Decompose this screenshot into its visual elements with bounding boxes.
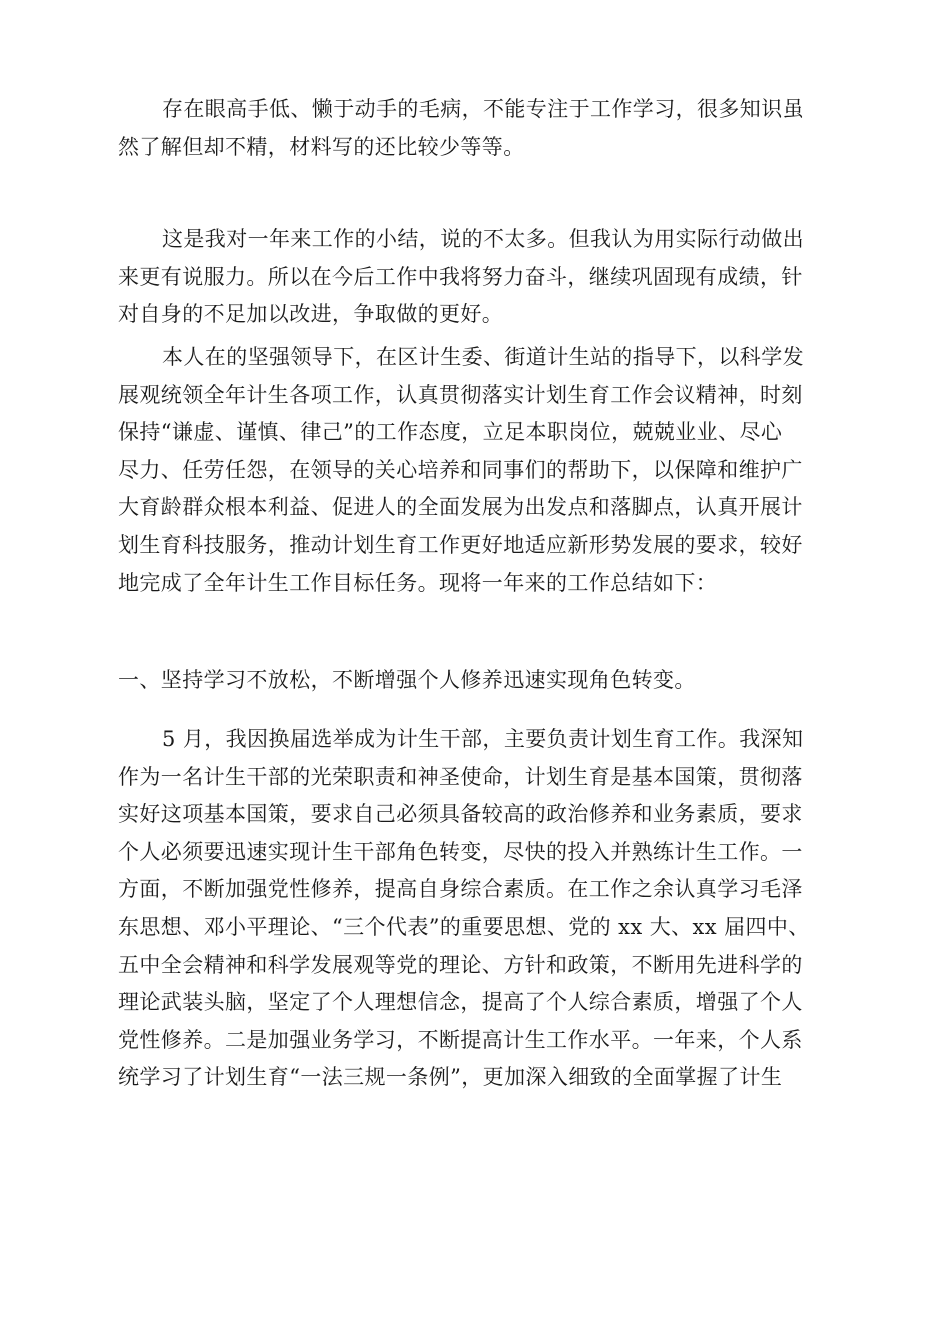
text-line: 大育龄群众根本利益、促进人的全面发展为出发点和落脚点，认真开展计 xyxy=(118,495,803,520)
text-line: 保持“谦虚、谨慎、律己”的工作态度，立足本职岗位，兢兢业业、尽心 xyxy=(118,420,783,445)
text-line: 来更有说服力。所以在今后工作中我将努力奋斗，继续巩固现有成绩，针 xyxy=(118,264,803,289)
text-line: 5 月，我因换届选举成为计生干部，主要负责计划生育工作。我深知 xyxy=(162,727,804,751)
text-line: 然了解但却不精，材料写的还比较少等等。 xyxy=(118,134,525,159)
text-line: 地完成了全年计生工作目标任务。现将一年来的工作总结如下： xyxy=(118,570,718,595)
text-line: 个人必须要迅速实现计生干部角色转变，尽快的投入并熟练计生工作。一 xyxy=(118,839,803,864)
text-line: 本人在的坚强领导下，在区计生委、街道计生站的指导下，以科学发 xyxy=(162,345,804,369)
text-line: 党性修养。二是加强业务学习，不断提高计生工作水平。一年来，个人系 xyxy=(118,1027,803,1052)
paragraph-2 xyxy=(118,221,838,334)
section-heading xyxy=(118,662,838,700)
text-line: 展观统领全年计生各项工作，认真贯彻落实计划生育工作会议精神，时刻 xyxy=(118,382,803,407)
text-line: 方面，不断加强党性修养，提高自身综合素质。在工作之余认真学习毛泽 xyxy=(118,877,803,902)
heading-text: 一、坚持学习不放松，不断增强个人修养迅速实现角色转变。 xyxy=(118,668,696,692)
paragraph-3 xyxy=(118,339,838,602)
text-line: 理论武装头脑，坚定了个人理想信念，提高了个人综合素质，增强了个人 xyxy=(118,990,803,1015)
text-line: 这是我对一年来工作的小结，说的不太多。但我认为用实际行动做出 xyxy=(162,227,804,251)
text-line: 尽力、任劳任怨，在领导的关心培养和同事们的帮助下，以保障和维护广 xyxy=(118,457,803,482)
text-line: 对自身的不足加以改进，争取做的更好。 xyxy=(118,302,504,327)
paragraph-1 xyxy=(118,91,838,166)
text-line: 存在眼高手低、懒于动手的毛病，不能专注于工作学习，很多知识虽 xyxy=(162,97,804,121)
text-line: 作为一名计生干部的光荣职责和神圣使命，计划生育是基本国策，贯彻落 xyxy=(118,764,803,789)
text-line: 划生育科技服务，推动计划生育工作更好地适应新形势发展的要求，较好 xyxy=(118,532,803,557)
text-line: 东思想、邓小平理论、“三个代表”的重要思想、党的 xx 大、xx 届四中、 xyxy=(118,914,810,939)
text-line: 统学习了计划生育“一法三规一条例”，更加深入细致的全面掌握了计生 xyxy=(118,1065,783,1090)
text-line: 实好这项基本国策，要求自己必须具备较高的政治修养和业务素质，要求 xyxy=(118,802,803,827)
text-line: 五中全会精神和科学发展观等党的理论、方针和政策，不断用先进科学的 xyxy=(118,952,803,977)
paragraph-4 xyxy=(118,721,838,1097)
